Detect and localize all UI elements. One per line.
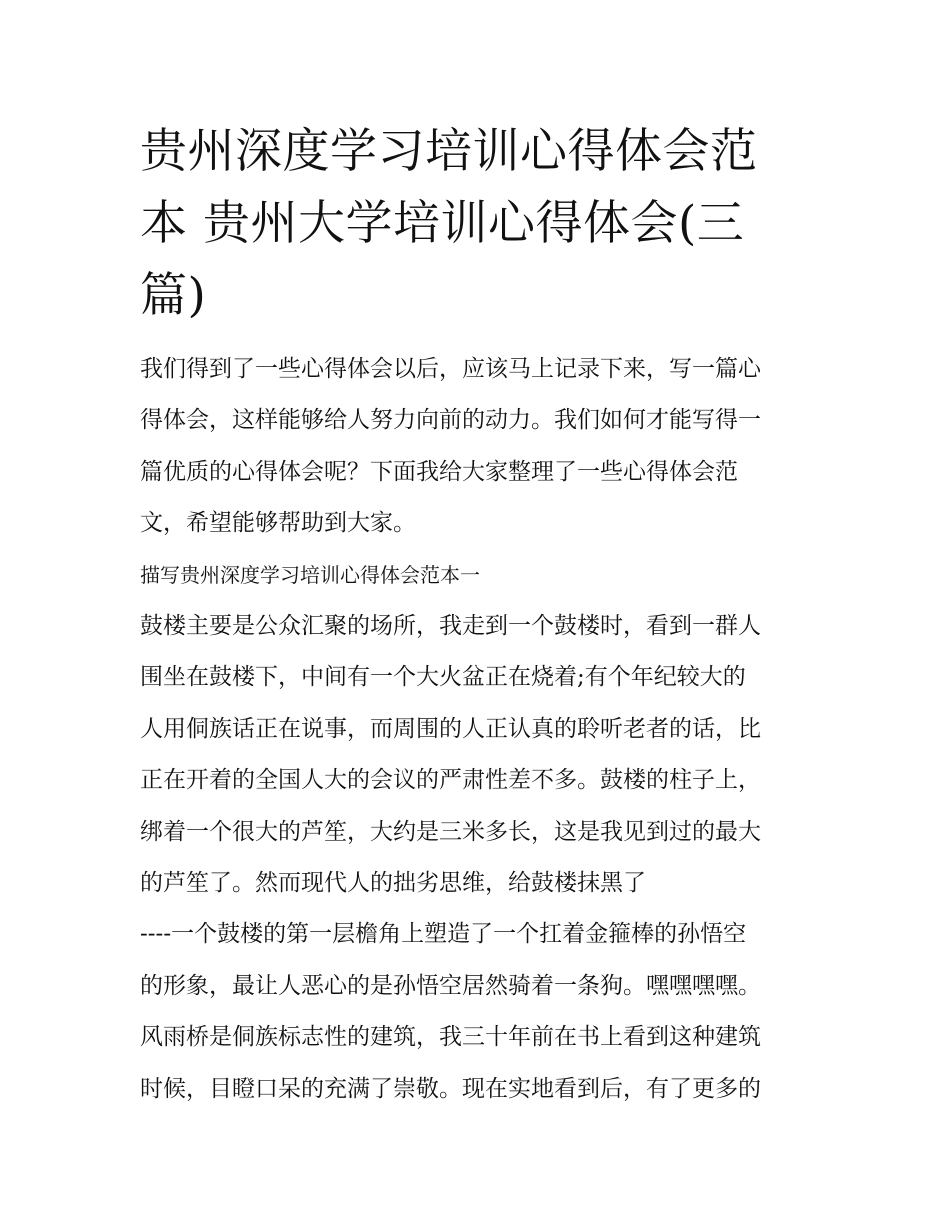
- text-line: 风雨桥是侗族标志性的建筑，我三十年前在书上看到这种建筑: [140, 1024, 761, 1051]
- section-heading: 描写贵州深度学习培训心得体会范本一: [140, 562, 480, 587]
- text-line: 篇优质的心得体会呢？下面我给大家整理了一些心得体会范: [140, 458, 738, 485]
- title-line: 篇): [140, 268, 207, 323]
- intro-paragraph: [140, 344, 815, 550]
- text-line: 得体会，这样能够给人努力向前的动力。我们如何才能写得一: [140, 407, 761, 434]
- text-line: 鼓楼主要是公众汇聚的场所，我走到一个鼓楼时，看到一群人: [140, 613, 761, 640]
- title-line: 贵州深度学习培训心得体会范: [140, 124, 758, 179]
- document-page: [140, 100, 815, 1115]
- text-line: 人用侗族话正在说事，而周围的人正认真的聆听老者的话，比: [140, 715, 761, 742]
- text-line: 我们得到了一些心得体会以后，应该马上记录下来，写一篇心: [140, 356, 761, 382]
- text-line: 文，希望能够帮助到大家。: [140, 510, 416, 537]
- title-line: 本 贵州大学培训心得体会(三: [140, 196, 745, 251]
- text-line: 围坐在鼓楼下，中间有一个大火盆正在烧着;有个年纪较大的: [140, 664, 746, 691]
- text-line: 时候，目瞪口呆的充满了崇敬。现在实地看到后，有了更多的: [140, 1075, 761, 1102]
- document-title: [140, 116, 815, 332]
- text-line: 绑着一个很大的芦笙，大约是三米多长，这是我见到过的最大: [140, 818, 761, 845]
- text-line: 的形象，最让人恶心的是孙悟空居然骑着一条狗。嘿嘿嘿嘿。: [140, 972, 761, 999]
- text-line: 的芦笙了。然而现代人的拙劣思维，给鼓楼抹黑了: [140, 870, 646, 897]
- text-line: 正在开着的全国人大的会议的严肃性差不多。鼓楼的柱子上，: [140, 767, 761, 794]
- body-paragraph: [140, 601, 815, 1115]
- text-line: ----一个鼓楼的第一层檐角上塑造了一个扛着金箍棒的孙悟空: [140, 921, 747, 948]
